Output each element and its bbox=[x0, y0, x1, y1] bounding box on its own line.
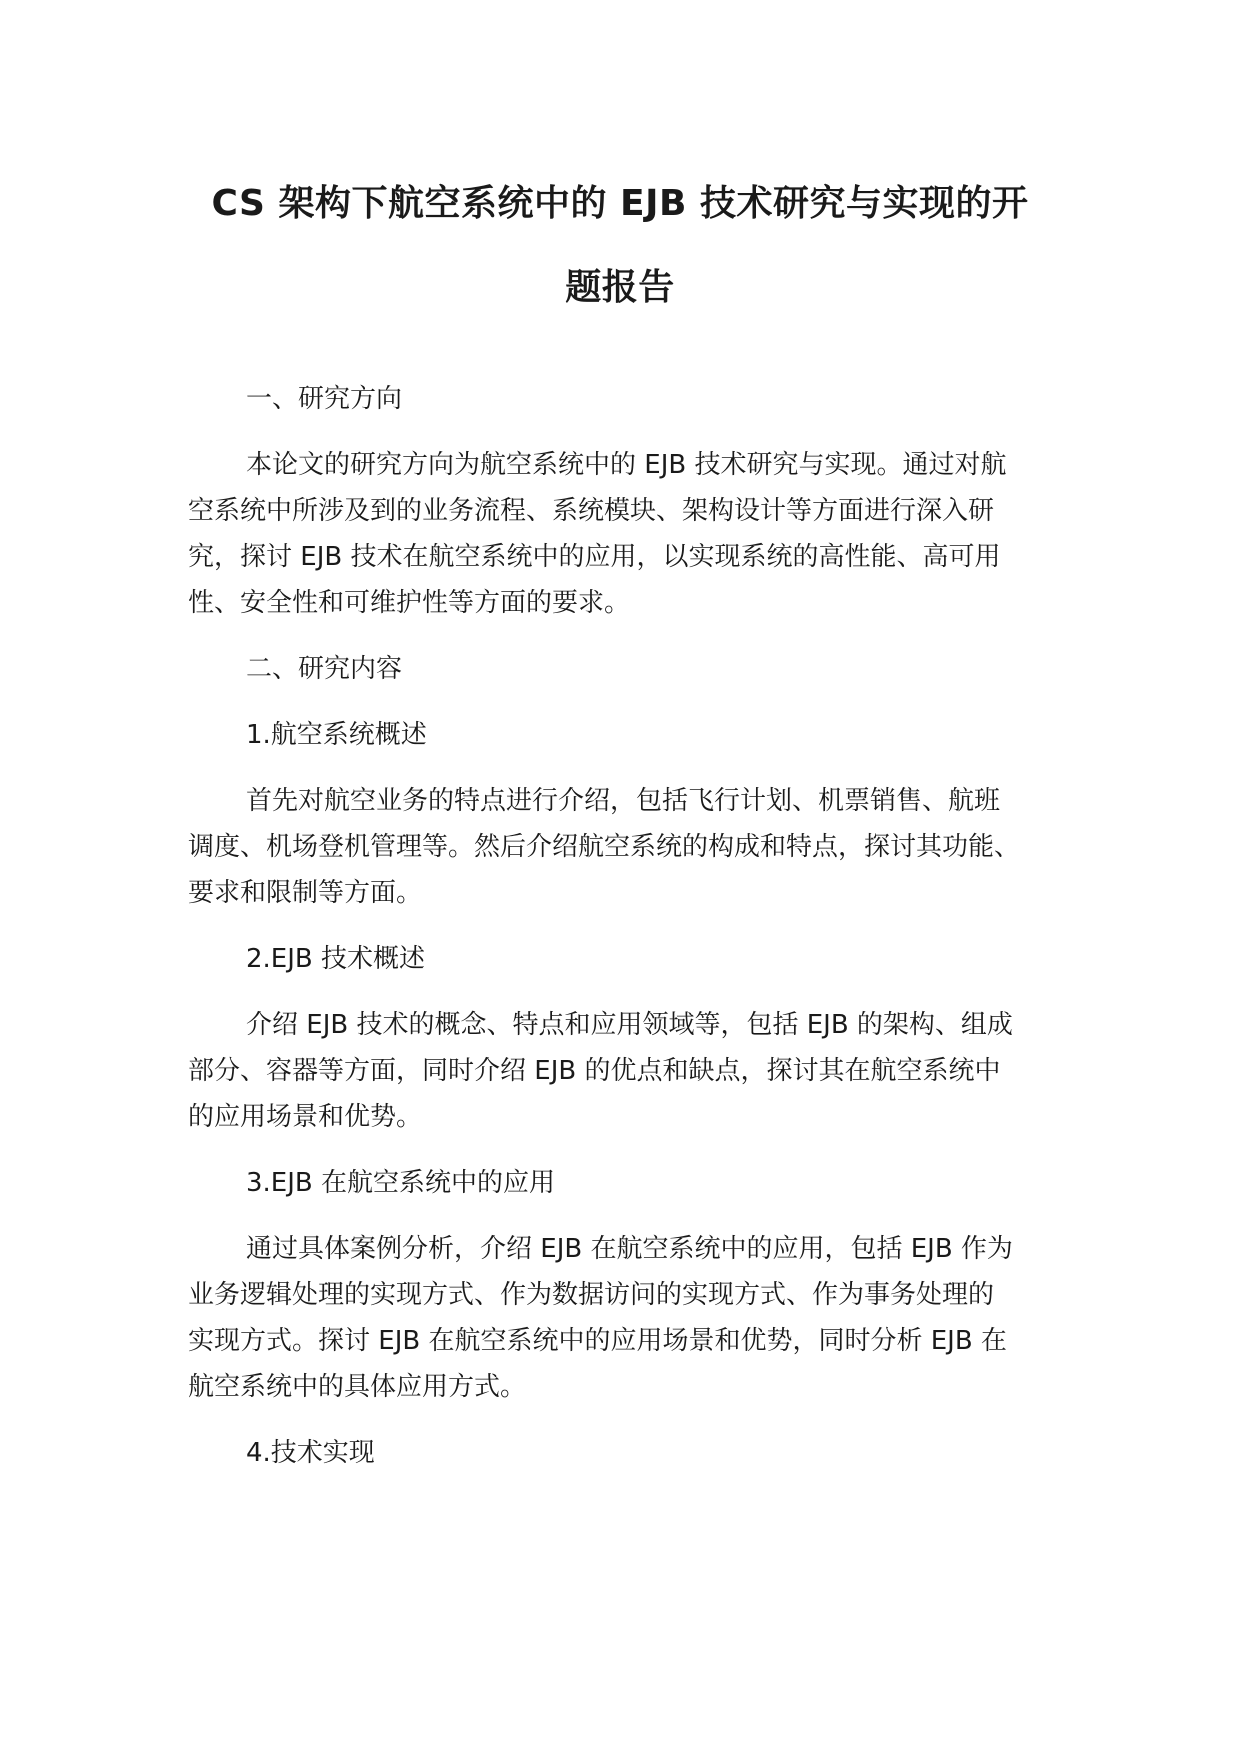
section-heading-research-content: 二、研究内容 bbox=[246, 654, 403, 684]
paragraph-line: 部分、容器等方面，同时介绍 EJB 的优点和缺点，探讨其在航空系统中 bbox=[188, 1056, 1001, 1086]
paragraph-line: 首先对航空业务的特点进行介绍，包括飞行计划、机票销售、航班 bbox=[246, 786, 1001, 816]
paragraph-aviation-overview bbox=[188, 778, 1060, 916]
paragraph-line: 空系统中所涉及到的业务流程、系统模块、架构设计等方面进行深入研 bbox=[188, 496, 995, 526]
paragraph-line: 介绍 EJB 技术的概念、特点和应用领域等，包括 EJB 的架构、组成 bbox=[246, 1010, 1013, 1040]
paragraph-line: 要求和限制等方面。 bbox=[188, 878, 423, 908]
paragraph-line: 究，探讨 EJB 技术在航空系统中的应用，以实现系统的高性能、高可用 bbox=[188, 542, 1001, 572]
paragraph-line: 性、安全性和可维护性等方面的要求。 bbox=[188, 588, 631, 618]
paragraph-line: 业务逻辑处理的实现方式、作为数据访问的实现方式、作为事务处理的 bbox=[188, 1280, 995, 1310]
subsection-heading-aviation-overview: 1.航空系统概述 bbox=[246, 720, 427, 750]
paragraph-ejb-overview bbox=[188, 1002, 1060, 1140]
document-title-line-2: 题报告 bbox=[565, 267, 675, 308]
paragraph-line: 实现方式。探讨 EJB 在航空系统中的应用场景和优势，同时分析 EJB 在 bbox=[188, 1326, 1007, 1356]
paragraph-line: 本论文的研究方向为航空系统中的 EJB 技术研究与实现。通过对航 bbox=[246, 450, 1007, 480]
paragraph-line: 的应用场景和优势。 bbox=[188, 1102, 423, 1132]
section-heading-research-direction: 一、研究方向 bbox=[246, 384, 403, 414]
paragraph-line: 航空系统中的具体应用方式。 bbox=[188, 1372, 527, 1402]
subsection-heading-ejb-overview: 2.EJB 技术概述 bbox=[246, 944, 426, 974]
paragraph-line: 通过具体案例分析，介绍 EJB 在航空系统中的应用，包括 EJB 作为 bbox=[246, 1234, 1013, 1264]
document-title-line-1: CS 架构下航空系统中的 EJB 技术研究与实现的开 bbox=[211, 183, 1029, 224]
paragraph-ejb-application bbox=[188, 1226, 1060, 1410]
paragraph-line: 调度、机场登机管理等。然后介绍航空系统的构成和特点，探讨其功能、 bbox=[188, 832, 1021, 862]
subsection-heading-technical-implementation: 4.技术实现 bbox=[246, 1438, 375, 1468]
document-body bbox=[188, 376, 1060, 1496]
paragraph-research-direction bbox=[188, 442, 1060, 626]
subsection-heading-ejb-application: 3.EJB 在航空系统中的应用 bbox=[246, 1168, 556, 1198]
